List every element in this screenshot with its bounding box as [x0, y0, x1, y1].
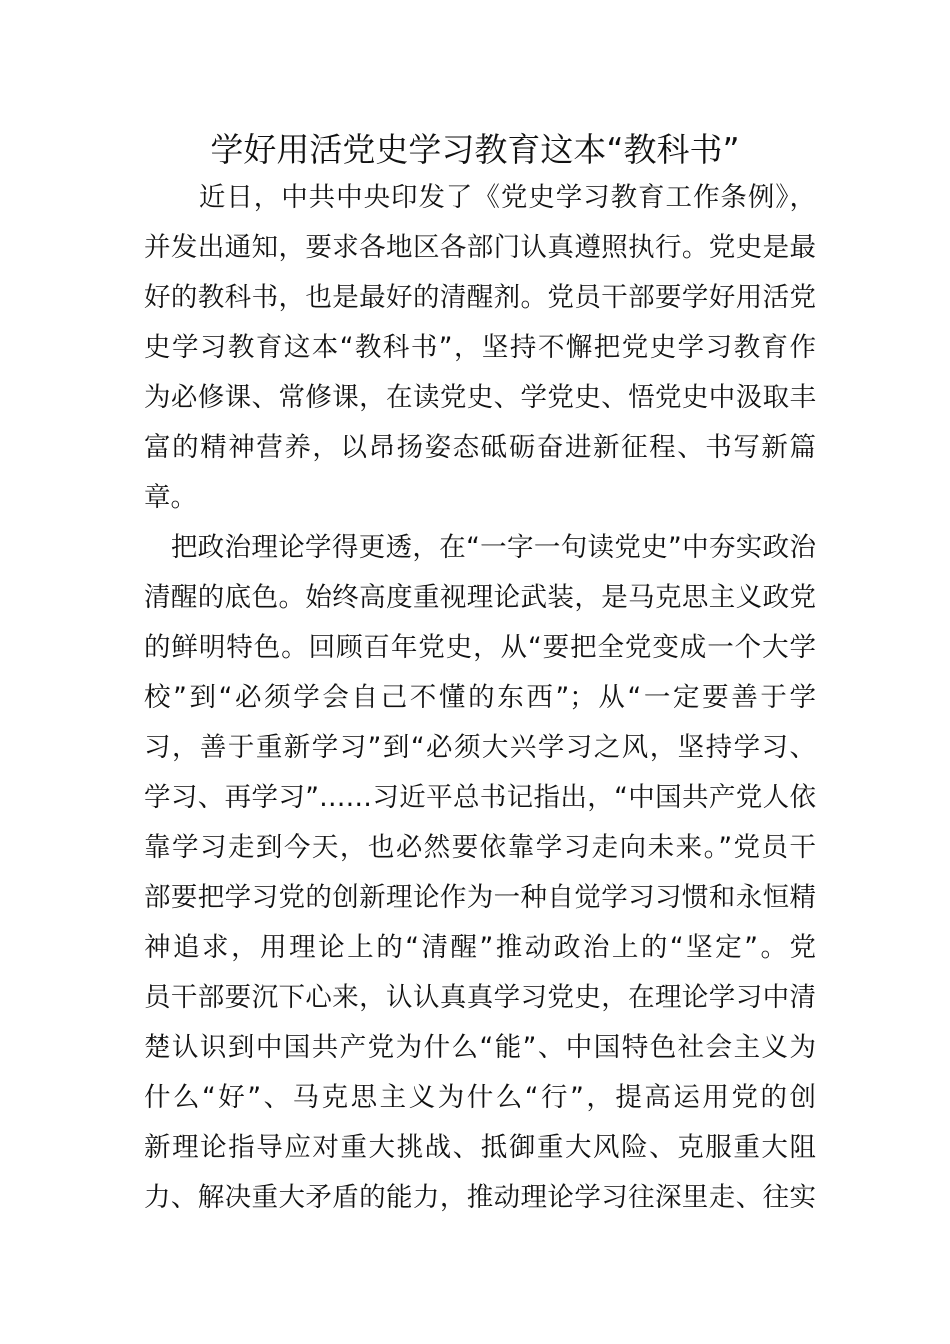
paragraph-line: 什么“好”、马克思主义为什么“行”，提高运用党的创: [144, 1082, 816, 1113]
paragraph-line: 部要把学习党的创新理论作为一种自觉学习习惯和永恒精: [144, 882, 816, 913]
paragraph-line: 靠学习走到今天，也必然要依靠学习走向未来。”党员干: [144, 832, 816, 863]
paragraph-line: 习，善于重新学习”到“必须大兴学习之风，坚持学习、: [144, 732, 816, 763]
paragraph-line: 富的精神营养，以昂扬姿态砥砺奋进新征程、书写新篇: [144, 432, 816, 463]
paragraph-line: 近日，中共中央印发了《党史学习教育工作条例》，: [144, 182, 816, 213]
document-title: 学好用活党史学习教育这本“教科书”: [210, 130, 740, 169]
paragraph-line: 新理论指导应对重大挑战、抵御重大风险、克服重大阻: [144, 1132, 816, 1163]
paragraph-line: 学习、再学习”……习近平总书记指出，“中国共产党人依: [144, 782, 816, 813]
paragraph-line: 力、解决重大矛盾的能力，推动理论学习往深里走、往实: [144, 1182, 816, 1213]
paragraph-line: 好的教科书，也是最好的清醒剂。党员干部要学好用活党: [144, 282, 816, 313]
paragraph-line: 员干部要沉下心来，认认真真学习党史，在理论学习中清: [144, 982, 816, 1013]
paragraph-line: 章。: [144, 482, 197, 513]
paragraph-line: 校”到“必须学会自己不懂的东西”；从“一定要善于学: [144, 682, 816, 713]
paragraph-line: 把政治理论学得更透，在“一字一句读党史”中夯实政治: [144, 532, 816, 563]
paragraph-line: 史学习教育这本“教科书”，坚持不懈把党史学习教育作: [144, 332, 816, 363]
paragraph-line: 楚认识到中国共产党为什么“能”、中国特色社会主义为: [144, 1032, 816, 1063]
paragraph-line: 为必修课、常修课，在读党史、学党史、悟党史中汲取丰: [144, 382, 816, 413]
paragraph-line: 的鲜明特色。回顾百年党史，从“要把全党变成一个大学: [144, 632, 816, 663]
paragraph-line: 清醒的底色。始终高度重视理论武装，是马克思主义政党: [144, 582, 816, 613]
paragraph-line: 并发出通知，要求各地区各部门认真遵照执行。党史是最: [144, 232, 816, 263]
paragraph-line: 神追求，用理论上的“清醒”推动政治上的“坚定”。党: [144, 932, 816, 963]
